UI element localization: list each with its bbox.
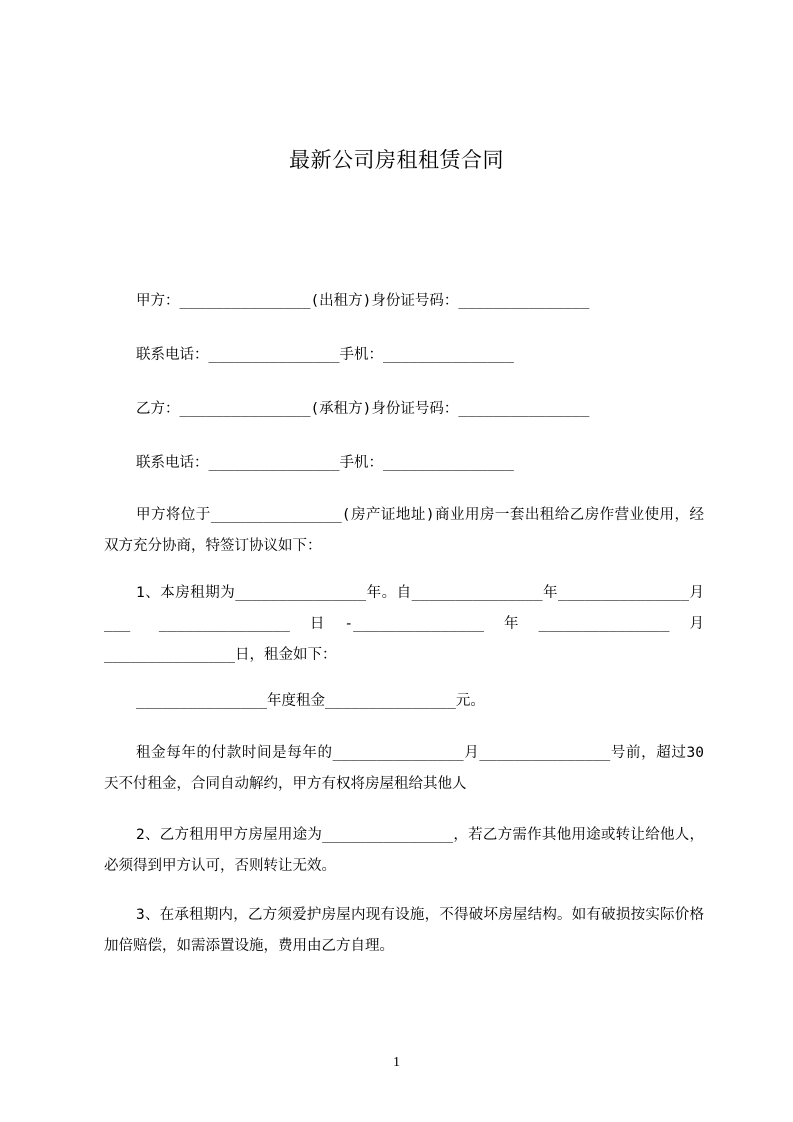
contact-a-line: 联系电话：_______________手机：_______________ <box>136 347 514 363</box>
payment-paragraph: 租金每年的付款时间是每年的_______________月_______________号前，超过30天不付租金，合同自动解约，甲方有权将房屋租给其他人 <box>104 745 704 792</box>
page-number: 1 <box>393 1055 400 1070</box>
rent-line: _______________年度租金_______________元。 <box>136 693 485 709</box>
clause-1-paragraph: 1、本房租期为_______________年。自_______________年_______________月___ _______________日-_______________年_______________月_______________日，租金如下： <box>104 585 704 663</box>
clause-2-paragraph: 2、乙方租用甲方房屋用途为_______________，若乙方需作其他用途或转让给他人，必须得到甲方认可，否则转让无效。 <box>104 827 704 874</box>
contact-b-line: 联系电话：_______________手机：_______________ <box>136 455 514 471</box>
clause-3-paragraph: 3、在承租期内，乙方须爱护房屋内现有设施，不得破坏房屋结构。如有破损按实际价格加倍赔偿，如需添置设施，费用由乙方自理。 <box>104 907 704 954</box>
party-b-line: 乙方：_______________(承租方)身份证号码：_______________ <box>136 401 590 417</box>
party-a-line: 甲方：_______________(出租方)身份证号码：_______________ <box>136 293 590 309</box>
document-title: 最新公司房租租赁合同 <box>289 148 504 172</box>
intro-paragraph: 甲方将位于_______________(房产证地址)商业用房一套出租给乙房作营业使用，经双方充分协商，特签订协议如下： <box>104 507 704 554</box>
